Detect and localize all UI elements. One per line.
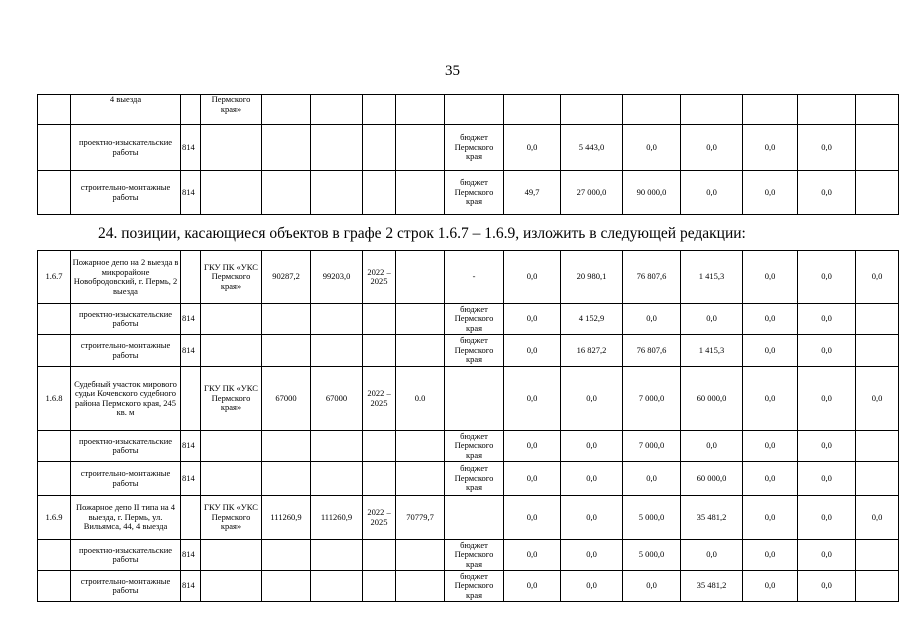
estimate-cell (311, 95, 363, 125)
table-row (38, 462, 899, 496)
customer-cell (201, 171, 262, 215)
period-cell: 2022 – 2025 (363, 251, 396, 304)
value-2: 0,0 (561, 431, 623, 462)
object-name: строительно-монтажные работы (71, 171, 181, 215)
source-cell: бюджет Пермского края (445, 304, 504, 335)
code-cell (181, 367, 201, 431)
cost-cell (262, 335, 311, 367)
row-number (38, 95, 71, 125)
source-cell: бюджет Пермского края (445, 431, 504, 462)
value-7 (856, 335, 899, 367)
value-6: 0,0 (798, 367, 856, 431)
done-cell (396, 571, 445, 602)
done-cell (396, 304, 445, 335)
value-3: 0,0 (623, 462, 681, 496)
cost-cell: 111260,9 (262, 496, 311, 540)
value-5: 0,0 (743, 125, 798, 171)
object-name: проектно-изыскательские работы (71, 540, 181, 571)
value-5: 0,0 (743, 431, 798, 462)
value-5: 0,0 (743, 462, 798, 496)
code-cell: 814 (181, 431, 201, 462)
value-4: 0,0 (681, 304, 743, 335)
source-cell (445, 367, 504, 431)
value-2: 5 443,0 (561, 125, 623, 171)
cost-cell (262, 540, 311, 571)
period-cell (363, 571, 396, 602)
value-2 (561, 95, 623, 125)
value-3: 0,0 (623, 571, 681, 602)
value-1: 0,0 (504, 462, 561, 496)
value-6 (798, 95, 856, 125)
table-row (38, 125, 899, 171)
value-5: 0,0 (743, 304, 798, 335)
value-2: 0,0 (561, 571, 623, 602)
estimate-cell (311, 462, 363, 496)
object-name: проектно-изыскательские работы (71, 431, 181, 462)
value-1: 0,0 (504, 304, 561, 335)
table-row (38, 95, 899, 125)
value-1 (504, 95, 561, 125)
code-cell: 814 (181, 171, 201, 215)
code-cell (181, 251, 201, 304)
value-7 (856, 171, 899, 215)
cost-cell (262, 571, 311, 602)
row-number (38, 335, 71, 367)
value-4: 1 415,3 (681, 251, 743, 304)
value-5: 0,0 (743, 496, 798, 540)
value-2: 4 152,9 (561, 304, 623, 335)
customer-cell (201, 462, 262, 496)
value-4: 60 000,0 (681, 367, 743, 431)
value-3: 7 000,0 (623, 431, 681, 462)
source-cell: бюджет Пермского края (445, 125, 504, 171)
customer-cell: ГКУ ПК «УКС Пермского края» (201, 496, 262, 540)
value-6: 0,0 (798, 251, 856, 304)
value-1: 0,0 (504, 496, 561, 540)
value-5: 0,0 (743, 571, 798, 602)
row-number (38, 125, 71, 171)
customer-cell (201, 431, 262, 462)
customer-cell (201, 540, 262, 571)
value-6: 0,0 (798, 125, 856, 171)
cost-cell (262, 95, 311, 125)
object-name: Судебный участок мирового судьи Кочевского судебного района Пермского края, 245 кв. м (71, 367, 181, 431)
value-4: 0,0 (681, 540, 743, 571)
code-cell (181, 95, 201, 125)
customer-cell (201, 304, 262, 335)
object-name: 4 выезда (71, 95, 181, 125)
period-cell (363, 335, 396, 367)
done-cell (396, 171, 445, 215)
value-4: 35 481,2 (681, 496, 743, 540)
value-1: 0,0 (504, 125, 561, 171)
done-cell (396, 125, 445, 171)
section-heading: 24. позиции, касающиеся объектов в графе 2 строк 1.6.7 – 1.6.9, изложить в следующей редакции: (98, 225, 746, 242)
value-2: 0,0 (561, 462, 623, 496)
object-name: Пожарное депо II типа на 4 выезда, г. Пермь, ул. Вильямса, 44, 4 выезда (71, 496, 181, 540)
source-cell: бюджет Пермского края (445, 571, 504, 602)
period-cell (363, 171, 396, 215)
row-number (38, 571, 71, 602)
value-7: 0,0 (856, 251, 899, 304)
value-4: 1 415,3 (681, 335, 743, 367)
estimate-cell (311, 431, 363, 462)
value-1: 0,0 (504, 431, 561, 462)
object-name: проектно-изыскательские работы (71, 125, 181, 171)
value-6: 0,0 (798, 462, 856, 496)
object-name: строительно-монтажные работы (71, 335, 181, 367)
value-5: 0,0 (743, 171, 798, 215)
object-name: Пожарное депо на 2 выезда в микрорайоне Новобродовский, г. Пермь, 2 выезда (71, 251, 181, 304)
row-number: 1.6.8 (38, 367, 71, 431)
customer-cell: Пермского края» (201, 95, 262, 125)
source-cell: бюджет Пермского края (445, 335, 504, 367)
value-7 (856, 304, 899, 335)
table-objects (37, 250, 899, 602)
estimate-cell (311, 125, 363, 171)
period-cell (363, 125, 396, 171)
value-2: 20 980,1 (561, 251, 623, 304)
cost-cell (262, 125, 311, 171)
value-1: 0,0 (504, 571, 561, 602)
customer-cell (201, 125, 262, 171)
value-7 (856, 95, 899, 125)
value-1: 49,7 (504, 171, 561, 215)
estimate-cell (311, 335, 363, 367)
value-5: 0,0 (743, 540, 798, 571)
value-3: 5 000,0 (623, 540, 681, 571)
cost-cell: 90287,2 (262, 251, 311, 304)
cost-cell (262, 431, 311, 462)
table-row (38, 540, 899, 571)
table-continuation (37, 94, 899, 215)
value-2: 0,0 (561, 496, 623, 540)
row-number (38, 540, 71, 571)
done-cell (396, 540, 445, 571)
code-cell: 814 (181, 304, 201, 335)
estimate-cell (311, 304, 363, 335)
value-3: 76 807,6 (623, 251, 681, 304)
cost-cell (262, 462, 311, 496)
value-3: 7 000,0 (623, 367, 681, 431)
done-cell (396, 95, 445, 125)
table-row (38, 431, 899, 462)
value-2: 27 000,0 (561, 171, 623, 215)
value-3 (623, 95, 681, 125)
value-5: 0,0 (743, 251, 798, 304)
value-4: 0,0 (681, 125, 743, 171)
value-7: 0,0 (856, 496, 899, 540)
done-cell (396, 335, 445, 367)
customer-cell: ГКУ ПК «УКС Пермского края» (201, 251, 262, 304)
value-7 (856, 462, 899, 496)
value-1: 0,0 (504, 367, 561, 431)
period-cell: 2022 – 2025 (363, 367, 396, 431)
source-cell: бюджет Пермского края (445, 462, 504, 496)
value-7: 0,0 (856, 367, 899, 431)
table-row (38, 171, 899, 215)
row-number (38, 462, 71, 496)
page-number: 35 (445, 63, 460, 79)
value-7 (856, 431, 899, 462)
code-cell: 814 (181, 462, 201, 496)
estimate-cell: 99203,0 (311, 251, 363, 304)
value-7 (856, 571, 899, 602)
value-6: 0,0 (798, 335, 856, 367)
cost-cell: 67000 (262, 367, 311, 431)
value-6: 0,0 (798, 540, 856, 571)
value-7 (856, 125, 899, 171)
value-6: 0,0 (798, 431, 856, 462)
value-5 (743, 95, 798, 125)
value-3: 0,0 (623, 304, 681, 335)
value-2: 0,0 (561, 367, 623, 431)
period-cell (363, 95, 396, 125)
table-row (38, 571, 899, 602)
code-cell: 814 (181, 125, 201, 171)
object-name: строительно-монтажные работы (71, 571, 181, 602)
value-6: 0,0 (798, 571, 856, 602)
customer-cell: ГКУ ПК «УКС Пермского края» (201, 367, 262, 431)
customer-cell (201, 335, 262, 367)
done-cell (396, 251, 445, 304)
object-name: строительно-монтажные работы (71, 462, 181, 496)
done-cell: 70779,7 (396, 496, 445, 540)
estimate-cell: 67000 (311, 367, 363, 431)
value-7 (856, 540, 899, 571)
code-cell: 814 (181, 335, 201, 367)
table-row (38, 335, 899, 367)
value-1: 0,0 (504, 540, 561, 571)
row-number (38, 431, 71, 462)
source-cell (445, 496, 504, 540)
table-row (38, 367, 899, 431)
value-3: 90 000,0 (623, 171, 681, 215)
value-2: 16 827,2 (561, 335, 623, 367)
row-number: 1.6.9 (38, 496, 71, 540)
value-1: 0,0 (504, 251, 561, 304)
value-4: 60 000,0 (681, 462, 743, 496)
value-4: 35 481,2 (681, 571, 743, 602)
value-3: 5 000,0 (623, 496, 681, 540)
row-number: 1.6.7 (38, 251, 71, 304)
estimate-cell (311, 571, 363, 602)
source-cell (445, 95, 504, 125)
code-cell (181, 496, 201, 540)
value-4 (681, 95, 743, 125)
done-cell: 0.0 (396, 367, 445, 431)
row-number (38, 171, 71, 215)
period-cell: 2022 – 2025 (363, 496, 396, 540)
value-1: 0,0 (504, 335, 561, 367)
value-2: 0,0 (561, 540, 623, 571)
estimate-cell: 111260,9 (311, 496, 363, 540)
value-5: 0,0 (743, 335, 798, 367)
value-3: 76 807,6 (623, 335, 681, 367)
code-cell: 814 (181, 571, 201, 602)
period-cell (363, 304, 396, 335)
value-4: 0,0 (681, 431, 743, 462)
customer-cell (201, 571, 262, 602)
period-cell (363, 431, 396, 462)
done-cell (396, 462, 445, 496)
estimate-cell (311, 171, 363, 215)
row-number (38, 304, 71, 335)
value-4: 0,0 (681, 171, 743, 215)
source-cell: бюджет Пермского края (445, 171, 504, 215)
done-cell (396, 431, 445, 462)
value-6: 0,0 (798, 304, 856, 335)
source-cell: бюджет Пермского края (445, 540, 504, 571)
source-cell: - (445, 251, 504, 304)
code-cell: 814 (181, 540, 201, 571)
value-5: 0,0 (743, 367, 798, 431)
period-cell (363, 540, 396, 571)
table-row (38, 496, 899, 540)
value-6: 0,0 (798, 171, 856, 215)
table-row (38, 251, 899, 304)
estimate-cell (311, 540, 363, 571)
cost-cell (262, 304, 311, 335)
period-cell (363, 462, 396, 496)
value-6: 0,0 (798, 496, 856, 540)
object-name: проектно-изыскательские работы (71, 304, 181, 335)
table-row (38, 304, 899, 335)
cost-cell (262, 171, 311, 215)
value-3: 0,0 (623, 125, 681, 171)
